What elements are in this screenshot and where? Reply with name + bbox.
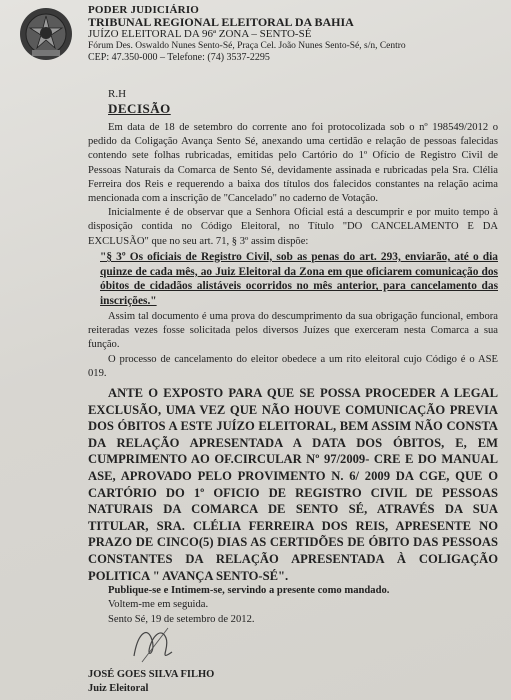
paragraph-4: O processo de cancelamento do eleitor obedece a um rito eleitoral cujo Código é o ASE 019.	[88, 353, 498, 379]
legal-quote: "§ 3º Os oficiais de Registro Civil, sob as penas do art. 293, enviarão, até o dia quinze de cada mês, ao Juiz Eleitoral da Zona em que oficiarem comunicação dos óbitos de cidadãos alistáveis ocorridos no mês anterior, para cancelamento das inscrições."	[100, 250, 498, 308]
decision-paragraph: ANTE O EXPOSTO PARA QUE SE POSSA PROCEDER A LEGAL EXCLUSÃO, UMA VEZ QUE NÃO HOUVE COMUNICAÇÃO PREVIA DOS ÓBITOS A ESTE JUÍZO ELEITORAL, BEM ASSIM NÃO CONSTA DA RELAÇÃO APRESENTADA A DATA DOS ÓBITOS, E, EM CUMPRIMENTO AO OF.CIRCULAR Nº 97/2009- CRE E DO MANUAL ASE, APROVADO PELO PROVIMENTO N. 6/ 2009 DA CGE, QUE O CARTÓRIO DO 1º OFICIO DE REGISTRO CIVIL DE PESSOAS NATURAIS DA COMARCA DE SENTO SÉ, ATRAVÉS DA SUA TITULAR, SRA. CLÉLIA FERREIRA DOS REIS, APRESENTE NO PRAZO DE CINCO(5) DIAS AS CERTIDÕES DE ÓBITO DAS PESSOAS CONSTANTES DA RELAÇÃO APRESENTADA À COLIGAÇÃO POLITICA " AVANÇA SENTO-SÉ".	[88, 386, 498, 583]
return-order: Voltem-me em seguida.	[108, 599, 209, 611]
paragraph-1: Em data de 18 de setembro do corrente ano foi protocolizada sob o nº 198549/2012 o pedido da Coligação Avança Sento Sé, anexando uma certidão e relação de pessoas falecidas contendo sete folhas rubricadas, emitidas pelo Cartório do 1º Ofício de Registro Civil de Pessoas Naturais da Comarca de Sento Sé, devidamente assinada e rubricadas pela Sra. Clélia Ferreira dos Reis e requerendo a baixa dos títulos dos falecidos constantes na relação acima mencionada com a inscrição de "Cancelado" no caderno de Votação.	[88, 122, 498, 205]
handwritten-signature	[128, 622, 180, 666]
national-coat-of-arms-seal	[18, 6, 74, 62]
rh-label: R.H	[108, 88, 127, 100]
header-court-zone: JUÍZO ELEITORAL DA 96ª ZONA – SENTO-SÉ	[88, 28, 312, 40]
paragraph-3: Assim tal documento é uma prova do descumprimento da sua obrigação funcional, embora reiteradas vezes fosse solicitada pelos diversos Juízes que exerceram nesta Comarca a sua função.	[88, 311, 498, 351]
document-header	[88, 4, 498, 64]
paragraph-2: Inicialmente é de observar que a Senhora Oficial está a descumprir e por muito tempo à disposição contida no Código Eleitoral, no Título "DO CANCELAMENTO E DA EXCLUSÃO" que no seu art. 71, § 3º assim dispõe:	[88, 207, 498, 247]
header-address: Fórum Des. Oswaldo Nunes Sento-Sé, Praça Cel. João Nunes Sento-Sé, s/n, Centro	[88, 41, 406, 51]
document-body	[88, 121, 498, 627]
header-contact: CEP: 47.350-000 – Telefone: (74) 3537-2295	[88, 52, 270, 63]
publication-order: Publique-se e Intimem-se, servindo a presente como mandado.	[108, 585, 390, 597]
header-judiciary: PODER JUDICIÁRIO	[88, 4, 200, 16]
place-date: Sento Sé, 19 de setembro de 2012.	[108, 613, 255, 625]
document-title: DECISÃO	[108, 101, 171, 116]
judge-role: Juiz Eleitoral	[88, 683, 149, 694]
header-tribunal: TRIBUNAL REGIONAL ELEITORAL DA BAHIA	[88, 15, 354, 29]
signature-block	[88, 668, 214, 696]
judge-name: JOSÉ GOES SILVA FILHO	[88, 669, 215, 680]
